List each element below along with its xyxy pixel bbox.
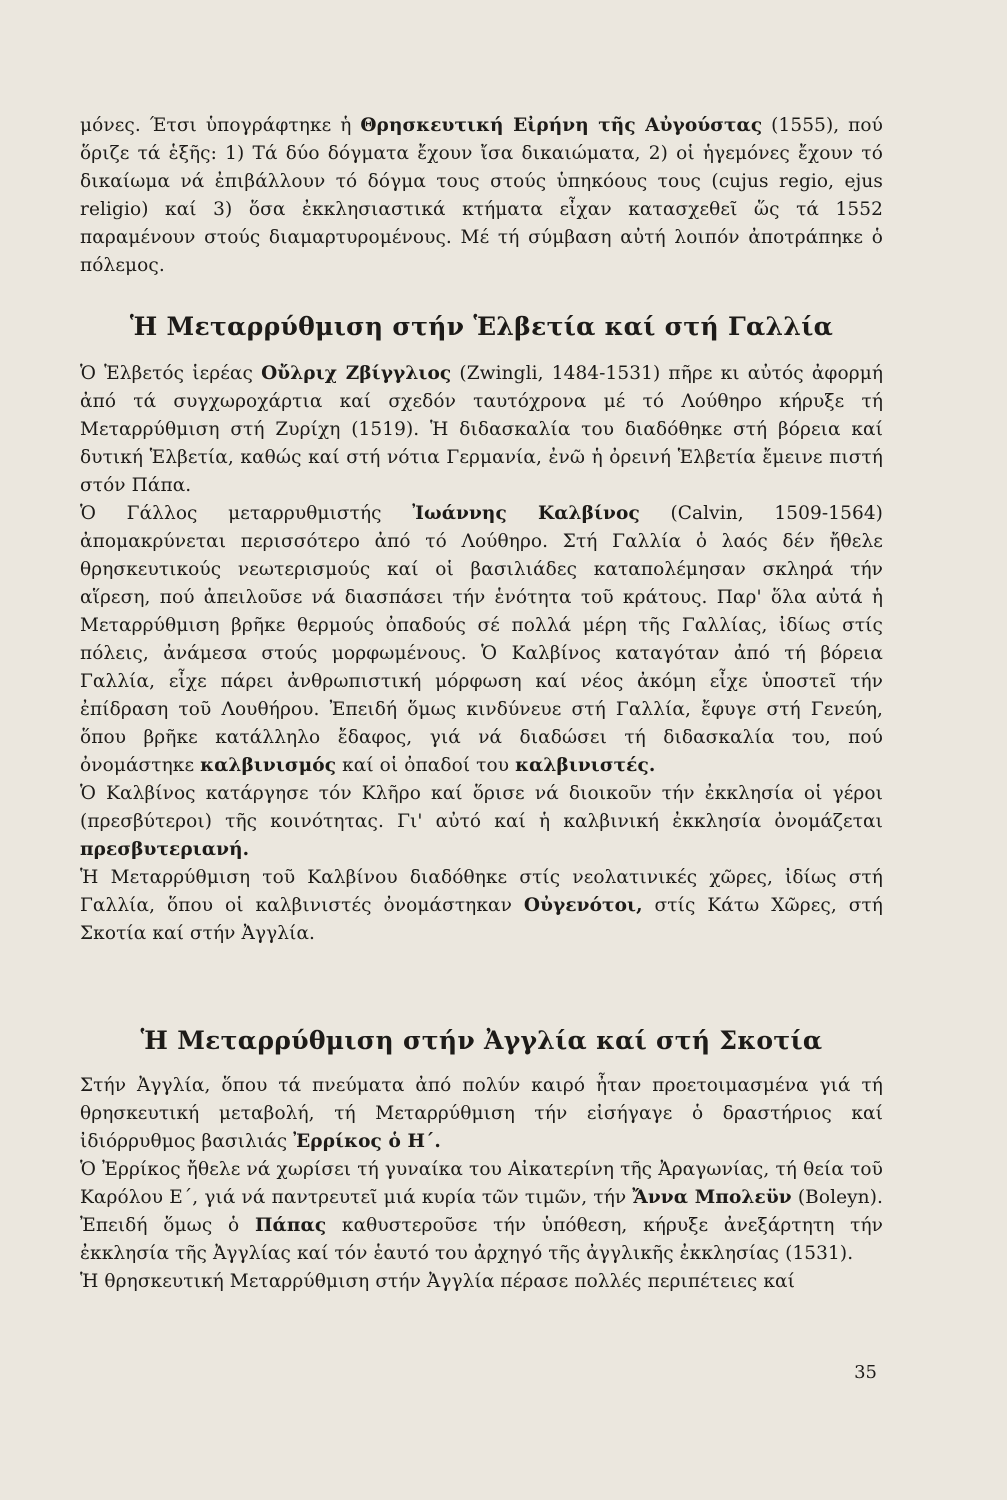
bold-term: Θρησκευτική Εἰρήνη τῆς Αὐγούστας xyxy=(360,115,763,136)
paragraph: Ἡ θρησκευτική Μεταρρύθμιση στήν Ἀγγλία πέρασε πολλές περιπέτειες καί xyxy=(80,1271,795,1292)
paragraph xyxy=(80,1072,883,1156)
text-run: Ὁ Καλβίνος κατάργησε τόν Κλῆρο καί ὅρισε νά διοικοῦν τήν ἐκκλησία οἱ γέροι (πρεσβύτεροι) τῆς κοινότητας. Γι' αὐτό καί ἡ καλβινική ἐκκλησία ὀνομάζεται xyxy=(80,783,883,832)
section2-body xyxy=(80,1072,883,1296)
bold-term: Ἄννα Μπολεϋν xyxy=(632,1187,792,1208)
bold-term: Πάπας xyxy=(254,1215,327,1236)
text-run: μόνες. Έτσι ὑπογράφτηκε ἡ xyxy=(80,115,361,136)
bold-term: Οὔλριχ Ζβίγγλιος xyxy=(261,363,452,384)
text-run: καθυστεροῦσε τήν ὑπόθεση, κήρυξε ἀνεξάρτητη τήν ἐκκλησία τῆς Ἀγγλίας καί τόν ἑαυτό του ἀρχηγό τῆς ἀγγλικῆς ἐκκλησίας (1531). xyxy=(80,1215,883,1264)
text-run: καί οἱ ὀπαδοί του xyxy=(336,755,516,776)
bold-term: καλβινισμός xyxy=(200,755,337,776)
bold-term: πρεσβυτεριανή. xyxy=(80,839,250,860)
text-run: Ὁ Ἑλβετός ἱερέας xyxy=(80,363,262,384)
text-run: Ὁ Γάλλος μεταρρυθμιστής xyxy=(80,503,413,524)
bold-term: Ἐρρίκος ὁ Η΄. xyxy=(293,1131,441,1152)
text-run: (Boleyn). Ἐπειδή ὅμως ὁ xyxy=(80,1187,883,1236)
section-title-england-scotland: Ἡ Μεταρρύθμιση στήν Ἀγγλία καί στή Σκοτία xyxy=(140,1026,823,1055)
text-run: Ἡ Μεταρρύθμιση τοῦ Καλβίνου διαδόθηκε στίς νεολατινικές χῶρες, ἰδίως στή Γαλλία, ὅπου οἱ καλβινιστές ὀνομάστηκαν xyxy=(80,867,883,916)
text-run: Ὁ Ἐρρίκος ἤθελε νά χωρίσει τή γυναίκα του Αἰκατερίνη τῆς Ἀραγωνίας, τή θεία τοῦ Καρόλου Ε΄, γιά νά παντρευτεῖ μιά κυρία τῶν τιμῶν, τήν xyxy=(80,1159,883,1208)
intro-paragraph xyxy=(80,112,883,280)
text-run: Στήν Ἀγγλία, ὅπου τά πνεύματα ἀπό πολύν καιρό ἦταν προετοιμασμένα γιά τή θρησκευτική μεταβολή, τή Μεταρρύθμιση τήν εἰσήγαγε ὁ δραστήριος καί ἰδιόρρυθμος βασιλιάς xyxy=(80,1075,883,1152)
bold-term: Ἰωάννης Καλβίνος xyxy=(412,503,640,524)
text-run: (Calvin, 1509-1564) ἀπομακρύνεται περισσότερο ἀπό τό Λούθηρο. Στή Γαλλία ὁ λαός δέν ἤθελε θρησκευτικούς νεωτερισμούς καί οἱ βασιλιάδες καταπολέμησαν σκληρά τήν αἵρεση, πού ἀπειλοῦσε νά διασπάσει τήν ἑνότητα τοῦ κράτους. Παρ' ὅλα αὐτά ἡ Μεταρρύθμιση βρῆκε θερμούς ὀπαδούς σέ πολλά μέρη τῆς Γαλλίας, ἰδίως στίς πόλεις, ἀνάμεσα στούς μορφωμένους. Ὁ Καλβίνος καταγόταν ἀπό τή βόρεια Γαλλία, εἶχε πάρει ἀνθρωπιστική μόρφωση καί νέος ἀκόμη εἶχε ὑποστεῖ τήν ἐπίδραση τοῦ Λουθήρου. Ἐπειδή ὅμως κινδύνευε στή Γαλλία, ἔφυγε στή Γενεύη, ὅπου βρῆκε κατάλληλο ἔδαφος, γιά νά διαδώσει τή διδασκαλία του, πού ὀνομάστηκε xyxy=(80,503,884,776)
text-run: στίς Κάτω Χῶρες, στή Σκοτία καί στήν Ἀγγλία. xyxy=(80,895,883,944)
paragraph xyxy=(80,864,883,948)
bold-term: Οὐγενότοι, xyxy=(523,895,643,916)
paragraph xyxy=(80,500,883,780)
text-run: (1555), πού ὅριζε τά ἑξῆς: 1) Τά δύο δόγματα ἔχουν ἴσα δικαιώματα, 2) οἱ ἡγεμόνες ἔχουν τό δικαίωμα νά ἐπιβάλλουν τό δόγμα τους στούς ὑπηκόους τους (cujus regio, ejus religio) καί 3) ὅσα ἐκκλησιαστικά κτήματα εἶχαν κατασχεθεῖ ὥς τά 1552 παραμένουν στούς διαμαρτυρομένους. Μέ τή σύμβαση αὐτή λοιπόν ἀποτράπηκε ὁ πόλεμος. xyxy=(80,115,884,276)
page-number: 35 xyxy=(854,1362,877,1383)
paragraph xyxy=(80,360,883,500)
text-run: (Zwingli, 1484-1531) πῆρε κι αὐτός ἀφορμή ἀπό τά συγχωροχάρτια καί σχεδόν ταυτόχρονα μέ τό Λούθηρο κήρυξε τή Μεταρρύθμιση στή Ζυρίχη (1519). Ἡ διδασκαλία του διαδόθηκε στή βόρεια καί δυτική Ἑλβετία, καθώς καί στή νότια Γερμανία, ἐνῶ ἡ ὀρεινή Ἑλβετία ἔμεινε πιστή στόν Πάπα. xyxy=(80,363,884,496)
paragraph xyxy=(80,1156,883,1268)
bold-term: καλβινιστές. xyxy=(515,755,656,776)
section1-body xyxy=(80,360,883,948)
paragraph xyxy=(80,780,883,864)
intro-text xyxy=(80,112,883,280)
section-title-switzerland-france: Ἡ Μεταρρύθμιση στήν Ἑλβετία καί στή Γαλλία xyxy=(129,312,834,341)
